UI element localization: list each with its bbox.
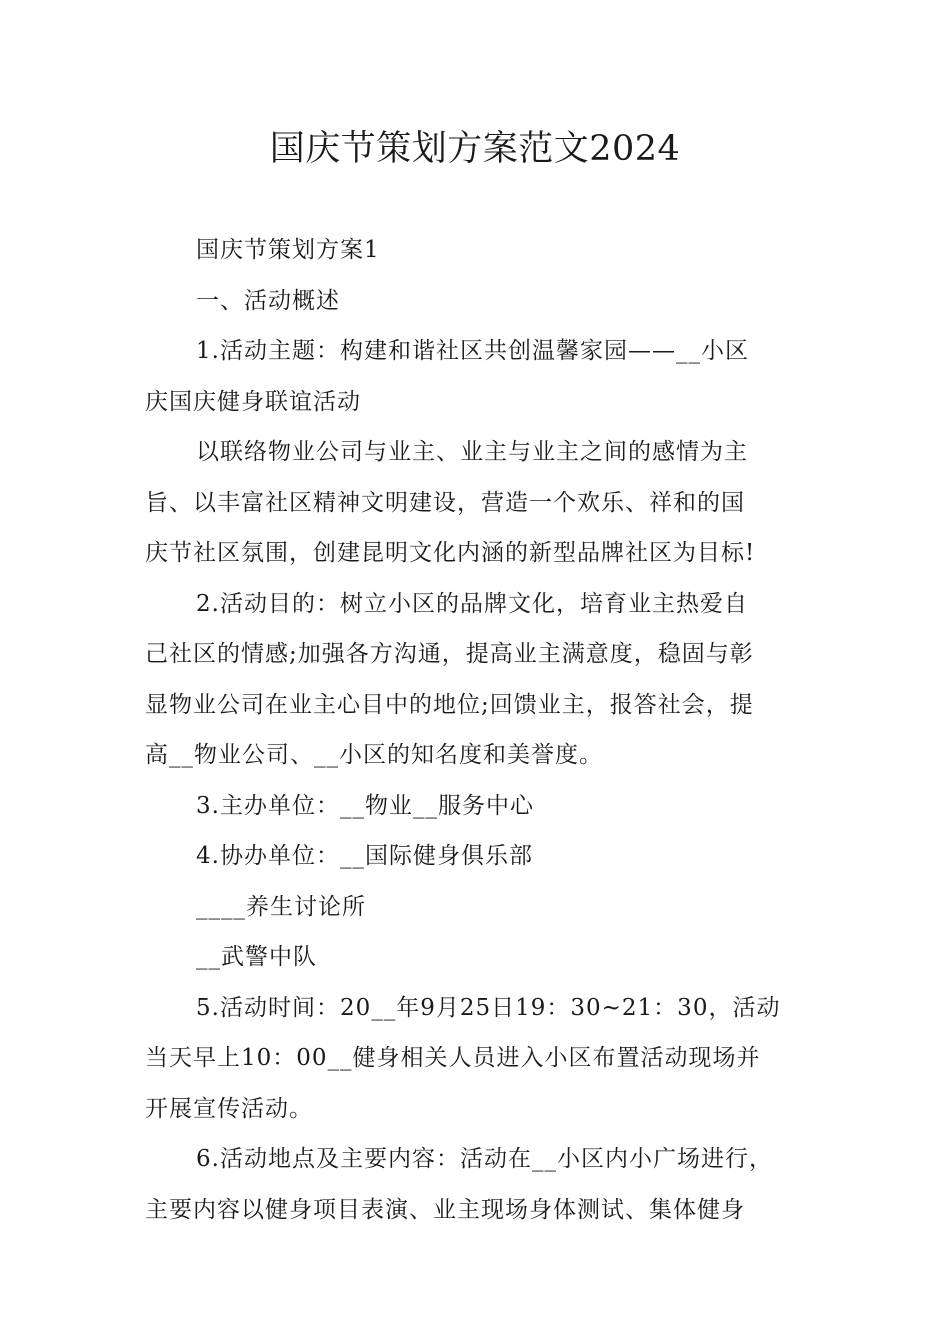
text-line: 1.活动主题：构建和谐社区共创温馨家园——__小区: [196, 338, 749, 364]
paragraph-plan-heading: [145, 225, 810, 276]
text-line: 5.活动时间：20__年9月25日19：30~21：30，活动: [196, 994, 781, 1021]
text-line: 国庆节策划方案1: [196, 237, 380, 263]
text-line: 旨、以丰富社区精神文明建设，营造一个欢乐、祥和的国: [145, 489, 745, 516]
text-line: 6.活动地点及主要内容：活动在__小区内小广场进行，: [196, 1146, 773, 1172]
text-line: 高__物业公司、__小区的知名度和美誉度。: [145, 742, 603, 768]
text-line: 2.活动目的：树立小区的品牌文化，培育业主热爱自: [196, 590, 748, 617]
text-line: 主要内容以健身项目表演、业主现场身体测试、集体健身: [145, 1196, 745, 1223]
paragraph-section-overview: [145, 276, 810, 327]
text-line: 当天早上10：00__健身相关人员进入小区布置活动现场并: [145, 1045, 761, 1071]
text-line: 3.主办单位：__物业__服务中心: [196, 792, 534, 819]
text-line: 4.协办单位：__国际健身俱乐部: [196, 843, 533, 869]
paragraph-activity-location: [145, 1134, 810, 1235]
text-line: 一、活动概述: [196, 287, 340, 314]
text-line: 以联络物业公司与业主、业主与业主之间的感情为主: [196, 439, 748, 465]
paragraph-co-organizer: [145, 831, 810, 882]
paragraph-co-organizer-2: [145, 882, 810, 933]
paragraph-activity-purpose: [145, 579, 810, 781]
text-line: 庆节社区氛围，创建昆明文化内涵的新型品牌社区为目标!: [145, 540, 756, 566]
text-line: 己社区的情感;加强各方沟通，提高业主满意度，稳固与彰: [145, 641, 754, 667]
paragraph-theme-detail: [145, 427, 810, 579]
text-line: ____养生讨论所: [196, 893, 366, 920]
paragraph-co-organizer-3: [145, 932, 810, 983]
text-line: 显物业公司在业主心目中的地位;回馈业主，报答社会，提: [145, 691, 754, 718]
text-line: __武警中队: [196, 944, 317, 970]
document-title: 国庆节策划方案范文2024: [269, 129, 681, 169]
document-body: [145, 225, 810, 1235]
text-line: 开展宣传活动。: [145, 1095, 313, 1122]
paragraph-activity-theme: [145, 326, 810, 427]
text-line: 庆国庆健身联谊活动: [145, 388, 361, 415]
paragraph-activity-time: [145, 983, 810, 1135]
paragraph-organizer: [145, 781, 810, 832]
